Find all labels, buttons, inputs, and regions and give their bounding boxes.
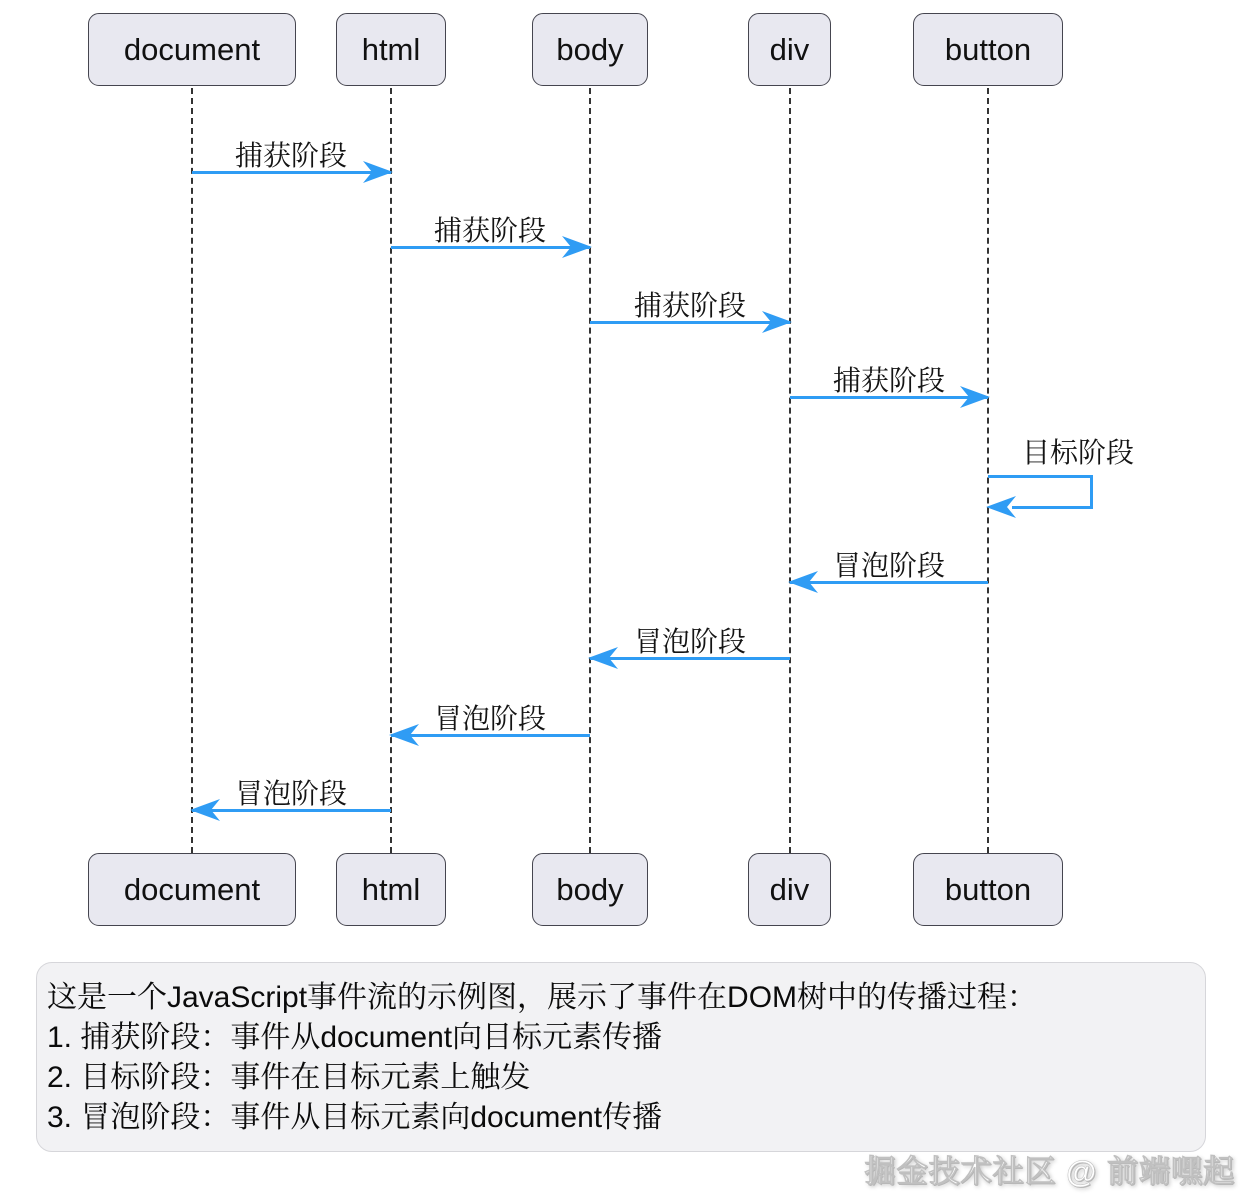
message-label-bubble-1: 冒泡阶段 bbox=[832, 550, 945, 581]
self-loop-bottom-line bbox=[1012, 506, 1093, 509]
lifeline-body bbox=[589, 88, 591, 853]
message-line bbox=[790, 581, 988, 584]
participant-top-html: html bbox=[336, 13, 446, 86]
message-label-target: 目标阶段 bbox=[1021, 437, 1134, 468]
message-label-capture-4: 捕获阶段 bbox=[832, 365, 945, 396]
note-line-intro: 这是一个JavaScript事件流的示例图，展示了事件在DOM树中的传播过程： bbox=[47, 981, 1038, 1014]
arrow-left-icon bbox=[986, 495, 1016, 519]
note-line-bubble: 3. 冒泡阶段：事件从目标元素向document传播 bbox=[47, 1101, 663, 1134]
message-label-bubble-4: 冒泡阶段 bbox=[234, 778, 347, 809]
participant-bottom-body: body bbox=[532, 853, 648, 926]
message-line bbox=[391, 246, 590, 249]
note-line-capture: 1. 捕获阶段：事件从document向目标元素传播 bbox=[47, 1021, 663, 1054]
message-line bbox=[590, 657, 790, 660]
participant-bottom-button: button bbox=[913, 853, 1063, 926]
message-label-bubble-3: 冒泡阶段 bbox=[433, 703, 546, 734]
message-line bbox=[590, 321, 790, 324]
arrow-left-icon bbox=[788, 570, 818, 594]
self-loop-right-line bbox=[1090, 475, 1093, 509]
participant-top-button: button bbox=[913, 13, 1063, 86]
message-label-capture-3: 捕获阶段 bbox=[633, 290, 746, 321]
participant-top-body: body bbox=[532, 13, 648, 86]
arrow-right-icon bbox=[960, 385, 990, 409]
message-label-bubble-2: 冒泡阶段 bbox=[633, 626, 746, 657]
watermark: 掘金技术社区 @ 前端嘿起 bbox=[864, 1154, 1235, 1189]
arrow-right-icon bbox=[363, 160, 393, 184]
arrow-left-icon bbox=[190, 798, 220, 822]
arrow-left-icon bbox=[389, 723, 419, 747]
explanation-note bbox=[36, 962, 1206, 1152]
arrow-right-icon bbox=[762, 310, 792, 334]
message-label-capture-1: 捕获阶段 bbox=[234, 140, 347, 171]
arrow-left-icon bbox=[588, 646, 618, 670]
message-line bbox=[790, 396, 988, 399]
self-loop-top-line bbox=[988, 475, 1093, 478]
message-line bbox=[192, 809, 391, 812]
message-label-capture-2: 捕获阶段 bbox=[433, 215, 546, 246]
participant-top-document: document bbox=[88, 13, 296, 86]
note-line-target: 2. 目标阶段：事件在目标元素上触发 bbox=[47, 1061, 531, 1094]
lifeline-button bbox=[987, 88, 989, 853]
arrow-right-icon bbox=[562, 235, 592, 259]
message-line bbox=[192, 171, 391, 174]
message-line bbox=[391, 734, 590, 737]
participant-bottom-html: html bbox=[336, 853, 446, 926]
lifeline-document bbox=[191, 88, 193, 853]
participant-top-div: div bbox=[748, 13, 831, 86]
participant-bottom-document: document bbox=[88, 853, 296, 926]
lifeline-div bbox=[789, 88, 791, 853]
participant-bottom-div: div bbox=[748, 853, 831, 926]
